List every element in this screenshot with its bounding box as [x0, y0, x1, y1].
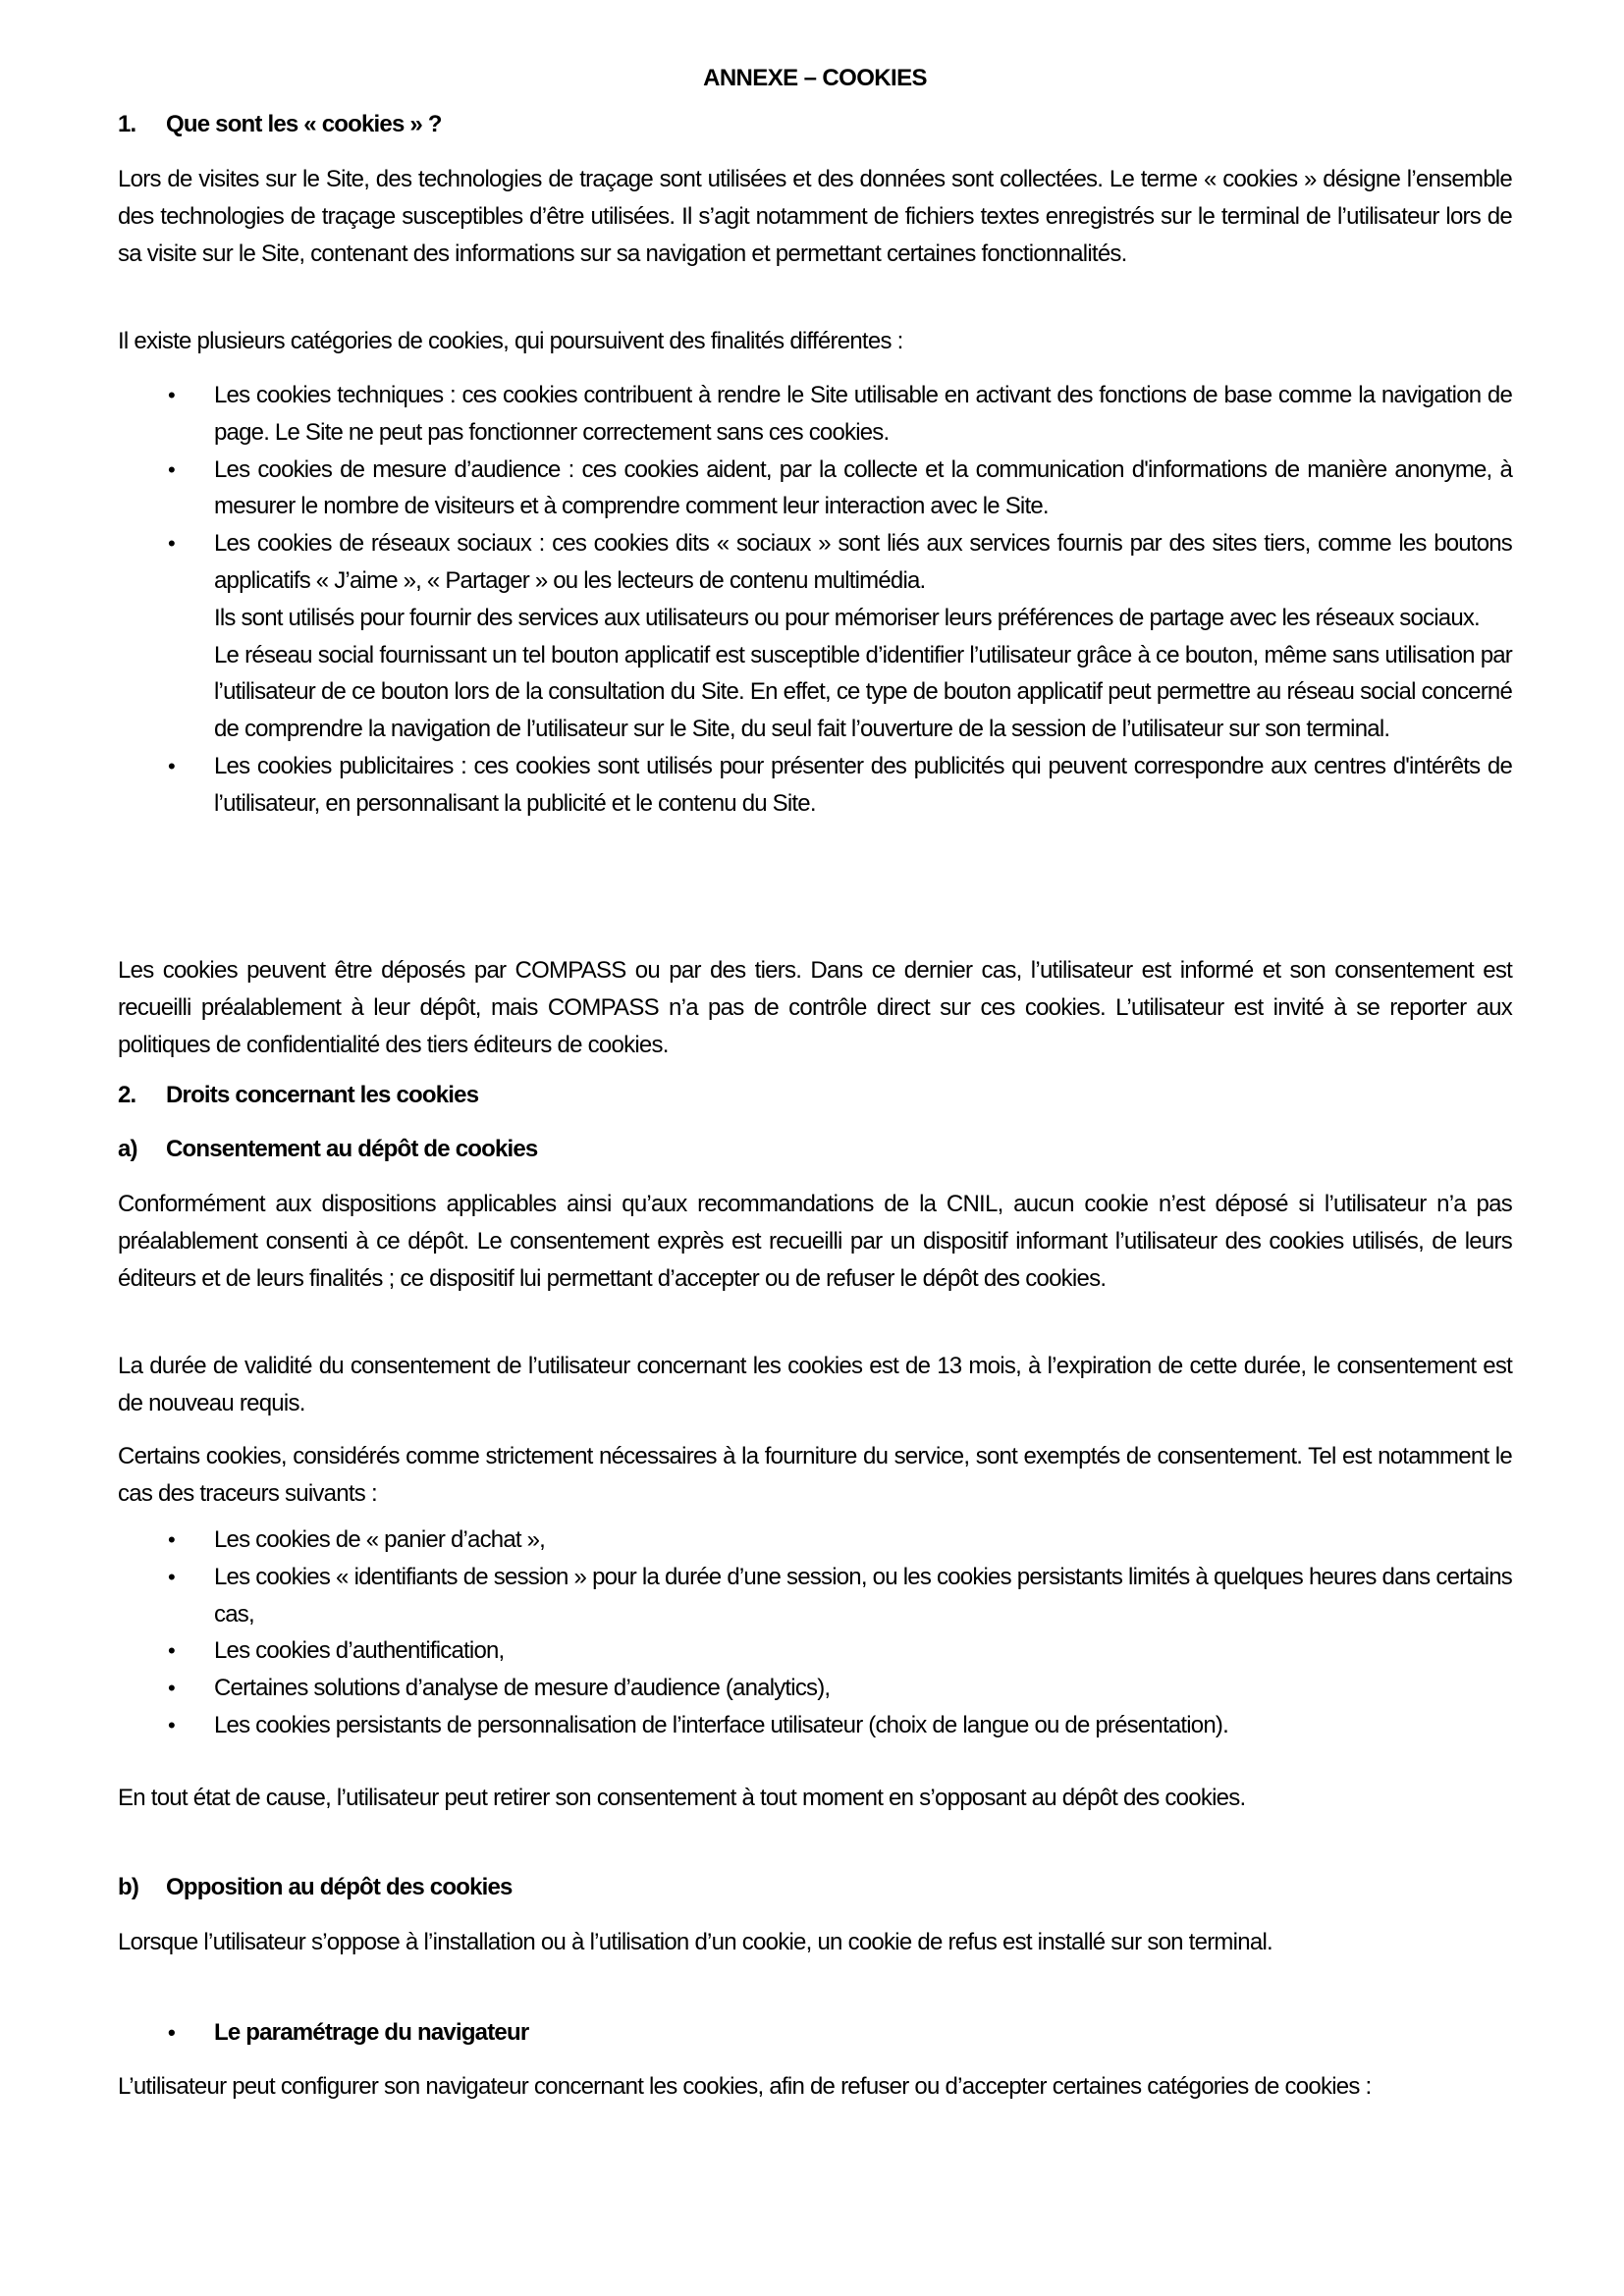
list-item-text: Les cookies de mesure d’audience : ces cookies aident, par la collecte et la communication d'informations de manière anonyme, à mesurer le nombre de visiteurs et à comprendre comment leur interaction avec le Site.	[214, 455, 1512, 520]
section-1-heading	[118, 106, 1512, 143]
exempt-cookies-list	[118, 1522, 1512, 1744]
subsection-letter: b)	[118, 1874, 139, 1900]
categories-intro-paragraph: Il existe plusieurs catégories de cookies, qui poursuivent des finalités différentes :	[118, 328, 903, 354]
validity-paragraph: La durée de validité du consentement de l’utilisateur concernant les cookies est de 13 mois, à l’expiration de cette durée, le consentement est de nouveau requis.	[118, 1353, 1512, 1416]
section-number: 1.	[118, 111, 136, 137]
list-item-browser-settings	[118, 2014, 1512, 2052]
list-item-social-cookies	[118, 525, 1512, 748]
list-item-technical-cookies	[118, 377, 1512, 452]
subsection-b-heading	[118, 1869, 1512, 1906]
exemption-paragraph: Certains cookies, considérés comme strictement nécessaires à la fourniture du service, sont exemptés de consentement. Tel est notamment le cas des traceurs suivants :	[118, 1443, 1512, 1507]
list-item-text: Les cookies de réseaux sociaux : ces cookies dits « sociaux » sont liés aux services fournis par des sites tiers, comme les boutons applicatifs « J’aime », « Partager » ou les lecteurs de contenu multimédia.	[214, 530, 1512, 594]
bullet-icon: •	[168, 1676, 175, 1701]
bullet-icon: •	[168, 1527, 175, 1552]
list-item-audience-cookies	[118, 452, 1512, 526]
bullet-icon: •	[168, 383, 175, 407]
section-1-intro-paragraph: Lors de visites sur le Site, des technologies de traçage sont utilisées et des données sont collectées. Le terme « cookies » désigne l’ensemble des technologies de traçage susceptibles d’être utilisées. Il s’agit notamment de fichiers textes enregistrés sur le terminal de l’utilisateur lors de sa visite sur le Site, contenant des informations sur sa navigation et permettant certaines fonctionnalités.	[118, 166, 1512, 267]
bullet-icon: •	[168, 1564, 175, 1589]
section-title: Que sont les « cookies » ?	[166, 111, 442, 137]
browser-settings-list	[118, 2014, 1512, 2052]
bullet-icon: •	[168, 531, 175, 557]
subsection-a-heading	[118, 1131, 1512, 1168]
bullet-icon: •	[168, 1638, 175, 1664]
bullet-icon: •	[168, 1712, 175, 1737]
list-item-text-extra: Ils sont utilisés pour fournir des services aux utilisateurs ou pour mémoriser leurs préférences de partage avec les réseaux sociaux.	[214, 604, 1480, 631]
section-number: 2.	[118, 1082, 136, 1108]
withdraw-consent-paragraph: En tout état de cause, l’utilisateur peut retirer son consentement à tout moment en s’opposant au dépôt des cookies.	[118, 1785, 1246, 1811]
consent-paragraph: Conformément aux dispositions applicables ainsi qu’aux recommandations de la CNIL, aucun cookie n’est déposé si l’utilisateur n’a pas préalablement consenti à ce dépôt. Le consentement exprès est recueilli par un dispositif informant l’utilisateur des cookies utilisés, de leurs éditeurs et de leurs finalités ; ce dispositif lui permettant d’accepter ou de refuser le dépôt des cookies.	[118, 1191, 1512, 1292]
list-item-text: Les cookies techniques : ces cookies contribuent à rendre le Site utilisable en activant des fonctions de base comme la navigation de page. Le Site ne peut pas fonctionner correctement sans ces cookies.	[214, 382, 1512, 446]
list-item	[118, 1632, 1512, 1670]
list-item-text: Les cookies d’authentification,	[214, 1637, 505, 1665]
section-title: Droits concernant les cookies	[166, 1082, 479, 1108]
list-item	[118, 1559, 1512, 1633]
bullet-icon: •	[168, 456, 175, 482]
bullet-icon: •	[168, 753, 175, 778]
bullet-icon: •	[168, 2020, 175, 2045]
list-item-text: Les cookies « identifiants de session » pour la durée d’une session, ou les cookies persistants limités à quelques heures dans certains cas,	[214, 1563, 1512, 1628]
section-2-heading	[118, 1077, 1512, 1114]
subsection-title: Opposition au dépôt des cookies	[166, 1874, 513, 1900]
list-item-text-extra: Le réseau social fournissant un tel bouton applicatif est susceptible d’identifier l’utilisateur grâce à ce bouton, même sans utilisation par l’utilisateur de ce bouton lors de la consultation du Site. En effet, ce type de bouton applicatif peut permettre au réseau social concerné de comprendre la navigation de l’utilisateur sur le Site, du seul fait l’ouverture de la session de l’utilisateur sur son terminal.	[214, 641, 1512, 743]
list-item-text: Les cookies publicitaires : ces cookies sont utilisés pour présenter des publicités qui peuvent correspondre aux centres d'intérêts de l’utilisateur, en personnalisant la publicité et le contenu du Site.	[214, 752, 1512, 817]
browser-config-paragraph: L’utilisateur peut configurer son navigateur concernant les cookies, afin de refuser ou d’accepter certaines catégories de cookies :	[118, 2073, 1372, 2100]
list-item	[118, 1670, 1512, 1707]
list-item-text: Les cookies de « panier d’achat »,	[214, 1526, 546, 1553]
document-title: ANNEXE – COOKIES	[703, 65, 927, 91]
list-item-text: Le paramétrage du navigateur	[214, 2019, 529, 2046]
list-item-text: Les cookies persistants de personnalisation de l’interface utilisateur (choix de langue ou de présentation).	[214, 1711, 1228, 1738]
subsection-letter: a)	[118, 1136, 137, 1162]
third-party-paragraph: Les cookies peuvent être déposés par COMPASS ou par des tiers. Dans ce dernier cas, l’utilisateur est informé et son consentement est recueilli préalablement à leur dépôt, mais COMPASS n’a pas de contrôle direct sur ces cookies. L’utilisateur est invité à se reporter aux politiques de confidentialité des tiers éditeurs de cookies.	[118, 957, 1512, 1058]
opposition-paragraph: Lorsque l’utilisateur s’oppose à l’installation ou à l’utilisation d’un cookie, un cookie de refus est installé sur son terminal.	[118, 1929, 1272, 1955]
list-item-advertising-cookies	[118, 748, 1512, 823]
subsection-title: Consentement au dépôt de cookies	[166, 1136, 538, 1162]
list-item	[118, 1522, 1512, 1559]
list-item-text: Certaines solutions d’analyse de mesure d’audience (analytics),	[214, 1675, 831, 1702]
list-item	[118, 1707, 1512, 1744]
cookie-categories-list	[118, 377, 1512, 823]
